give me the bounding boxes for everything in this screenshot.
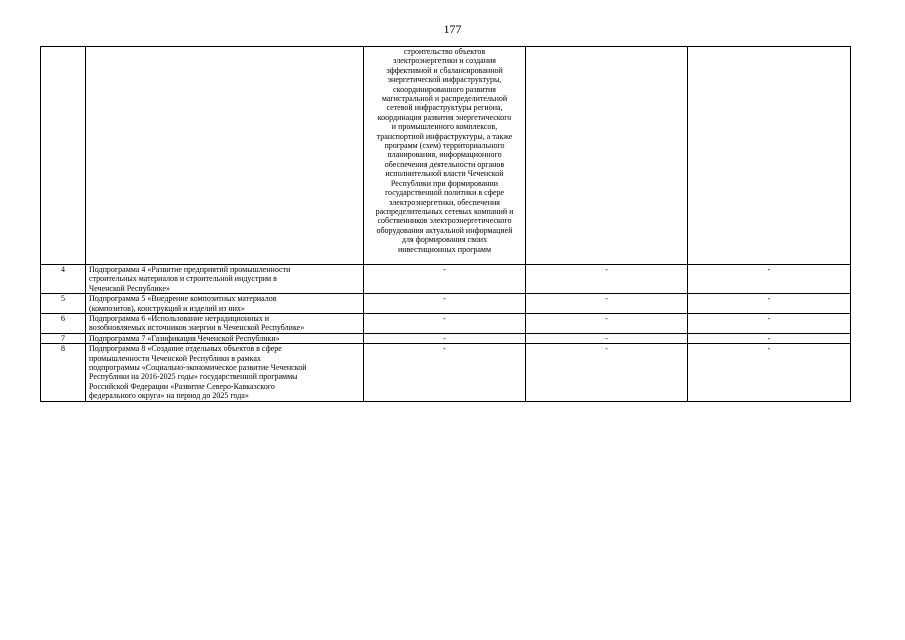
description-line: электроэнергетики, обеспечения — [389, 197, 500, 207]
subprogram-name-cell — [86, 47, 364, 265]
description-line: обеспечения деятельности органов — [384, 159, 505, 169]
value-cell: - — [688, 333, 851, 343]
table-row-continuation — [41, 47, 851, 265]
description-line: оборудования актуальной информацией — [376, 225, 513, 235]
subprogram-name-line: (композитов), конструкций и изделий из них» — [89, 303, 245, 313]
subprogram-name-line: Подпрограмма 5 «Внедрение композитных материалов — [89, 294, 277, 304]
subprogram-name-line: Подпрограмма 7 «Газификация Чеченской Республики» — [89, 333, 280, 343]
subprogram-name-line: возобновляемых источников энергии в Чеченской Республике» — [89, 323, 305, 333]
value-cell: - — [364, 333, 526, 343]
page-number: 177 — [443, 22, 462, 36]
value-cell: - — [364, 265, 526, 294]
table-row-subprogram-4 — [41, 265, 851, 294]
subprogram-name-cell — [86, 333, 364, 343]
description-line: транспортной инфраструктуры, а также — [376, 131, 513, 141]
row-number-cell: 6 — [41, 314, 86, 334]
description-line: собственников электроэнергетического — [377, 216, 512, 226]
subprogram-name-line: промышленности Чеченской Республики в рамках — [89, 353, 261, 363]
description-line: координация развития энергетического — [377, 112, 512, 122]
description-line: планирования, информационного — [387, 150, 502, 160]
description-line: инвестиционных программ — [397, 244, 492, 254]
description-line: сетевой инфраструктуры региона, — [386, 103, 503, 113]
subprogram-name-cell — [86, 344, 364, 401]
subprogram-name-cell — [86, 265, 364, 294]
value-cell — [526, 47, 688, 265]
subprogram-name-cell — [86, 314, 364, 334]
table-row-subprogram-5 — [41, 294, 851, 314]
subprogram-name-line: Чеченской Республике» — [89, 283, 170, 293]
subprogram-name-line: подпрограммы «Социально-экономическое развитие Чеченской — [89, 363, 307, 373]
value-cell: - — [364, 294, 526, 314]
value-cell: - — [526, 314, 688, 334]
description-line: для формирования своих — [401, 235, 488, 245]
table-row-subprogram-6 — [41, 314, 851, 334]
subprogram-name-cell — [86, 294, 364, 314]
table-row-subprogram-8 — [41, 344, 851, 401]
value-cell: - — [688, 294, 851, 314]
row-number-cell: 7 — [41, 333, 86, 343]
description-line: программ (схем) территориального — [384, 141, 505, 151]
value-cell: - — [688, 314, 851, 334]
description-line: государственной политики в сфере — [384, 188, 505, 198]
subprogram-name-line: федерального округа» на период до 2025 года» — [89, 391, 249, 401]
description-line: Республики при формировании — [390, 178, 499, 188]
value-cell: - — [526, 294, 688, 314]
value-cell: - — [688, 344, 851, 401]
subprogram-name-line: строительных материалов и строительной индустрии в — [89, 274, 277, 284]
value-cell: - — [526, 344, 688, 401]
value-cell: - — [688, 265, 851, 294]
subprogram-name-line: Подпрограмма 6 «Использование нетрадиционных и — [89, 314, 270, 324]
description-cell — [364, 47, 526, 265]
description-line: энергетической инфраструктуры, — [387, 75, 502, 85]
table-row-subprogram-7 — [41, 333, 851, 343]
subprogram-name-line: Подпрограмма 4 «Развитие предприятий промышленности — [89, 265, 291, 274]
program-table — [40, 46, 851, 402]
row-number-cell: 8 — [41, 344, 86, 401]
row-number-cell — [41, 47, 86, 265]
row-number-cell: 5 — [41, 294, 86, 314]
description-line: скоординированного развития — [393, 84, 496, 94]
value-cell: - — [364, 314, 526, 334]
description-line: эффективной и сбалансированной — [386, 65, 503, 75]
subprogram-name-line: Подпрограмма 8 «Создание отдельных объектов в сфере — [89, 344, 282, 354]
description-line: и промышленного комплексов, — [391, 122, 498, 132]
description-line: строительство объектов — [403, 47, 486, 56]
value-cell: - — [526, 333, 688, 343]
description-line: распределительных сетевых компаний и — [375, 206, 514, 216]
subprogram-name-line: Российской Федерации «Развитие Северо-Кавказского — [89, 381, 275, 391]
row-number-cell: 4 — [41, 265, 86, 294]
description-line: магистральной и распределительной — [381, 94, 508, 104]
value-cell — [688, 47, 851, 265]
value-cell: - — [364, 344, 526, 401]
description-line: исполнительной власти Чеченской — [385, 169, 504, 179]
value-cell: - — [526, 265, 688, 294]
description-line: электроэнергетики и создания — [393, 56, 496, 66]
subprogram-name-line: Республики на 2016-2025 годы» государственной программы — [89, 372, 298, 382]
